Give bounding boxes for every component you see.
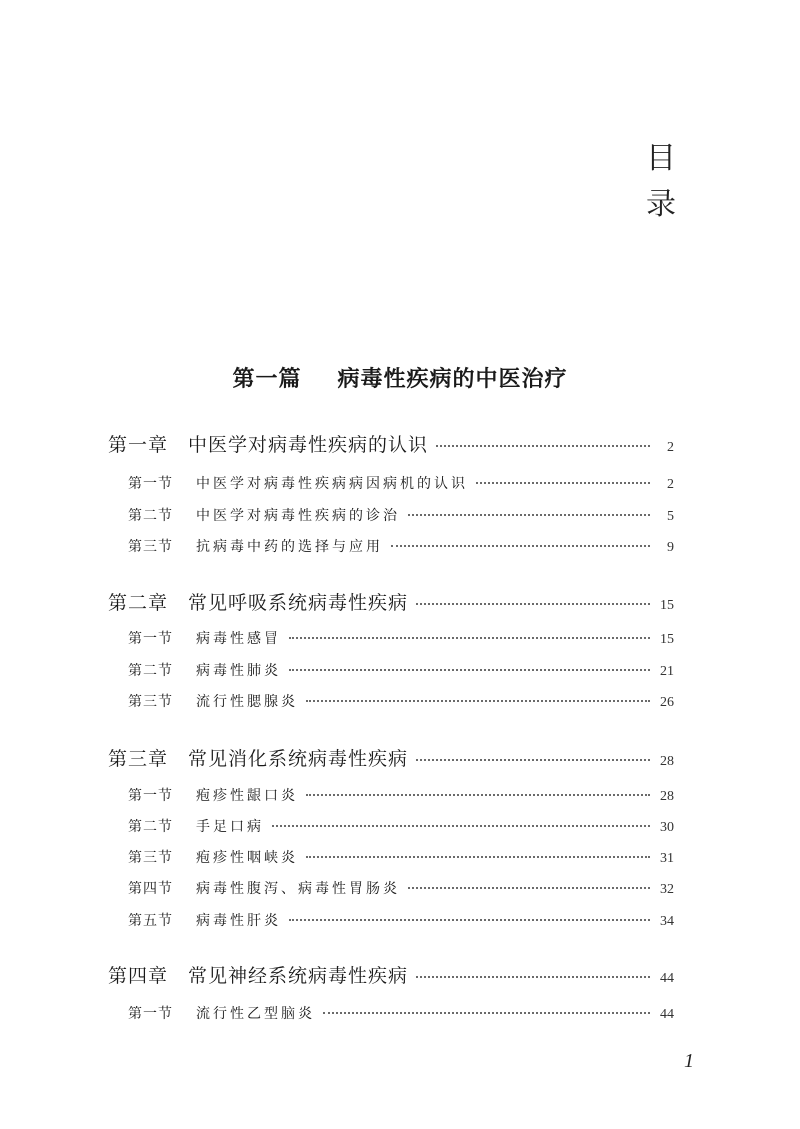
entry-title: 疱疹性龈口炎 (196, 788, 298, 804)
toc-entry-section[interactable] (128, 536, 674, 556)
toc-heading-char-1: 目 (646, 141, 676, 176)
toc-entry-section[interactable] (128, 628, 674, 648)
entry-page: 26 (660, 695, 674, 710)
entry-title: 疱疹性咽峡炎 (196, 850, 298, 866)
dot-leader (416, 759, 650, 761)
entry-page: 2 (667, 477, 674, 492)
entry-title: 流行性腮腺炎 (196, 694, 298, 710)
toc-entry-section[interactable] (128, 1003, 674, 1023)
entry-page: 15 (660, 598, 674, 613)
entry-page: 28 (660, 754, 674, 769)
entry-title: 中医学对病毒性疾病的认识 (188, 434, 429, 456)
entry-title: 病毒性肺炎 (196, 663, 281, 679)
entry-page: 2 (667, 440, 674, 455)
toc-entry-chapter[interactable] (108, 744, 674, 771)
dot-leader (436, 445, 650, 447)
entry-number: 第三章 (108, 748, 169, 770)
entry-title: 常见神经系统病毒性疾病 (188, 965, 409, 987)
entry-title: 抗病毒中药的选择与应用 (196, 539, 383, 555)
entry-title: 中医学对病毒性疾病病因病机的认识 (196, 476, 468, 492)
dot-leader (416, 976, 650, 978)
entry-number: 第一节 (128, 788, 173, 804)
dot-leader (391, 545, 650, 547)
entry-number: 第一节 (128, 1006, 173, 1022)
entry-title: 病毒性腹泻、病毒性胃肠炎 (196, 881, 400, 897)
toc-entry-chapter[interactable] (108, 430, 674, 457)
entry-page: 15 (660, 632, 674, 647)
dot-leader (272, 825, 650, 827)
entry-page: 32 (660, 882, 674, 897)
entry-number: 第二节 (128, 508, 173, 524)
dot-leader (289, 919, 650, 921)
entry-number: 第三节 (128, 539, 173, 555)
toc-entry-section[interactable] (128, 505, 674, 525)
entry-page: 21 (660, 664, 674, 679)
entry-title: 流行性乙型脑炎 (196, 1006, 315, 1022)
entry-title: 病毒性感冒 (196, 631, 281, 647)
page-number: 1 (684, 1050, 694, 1072)
entry-number: 第一节 (128, 631, 173, 647)
entry-page: 5 (667, 509, 674, 524)
entry-number: 第一章 (108, 434, 169, 456)
toc-entry-section[interactable] (128, 816, 674, 836)
entry-title: 病毒性肝炎 (196, 913, 281, 929)
entry-title: 常见呼吸系统病毒性疾病 (188, 592, 409, 614)
dot-leader (306, 856, 650, 858)
toc-entry-section[interactable] (128, 660, 674, 680)
entry-page: 31 (660, 851, 674, 866)
entry-page: 44 (660, 1007, 674, 1022)
entry-number: 第五节 (128, 913, 173, 929)
toc-entry-section[interactable] (128, 847, 674, 867)
entry-title: 手足口病 (196, 819, 264, 835)
dot-leader (476, 482, 650, 484)
dot-leader (323, 1012, 650, 1014)
entry-page: 28 (660, 789, 674, 804)
toc-entry-section[interactable] (128, 691, 674, 711)
toc-heading-char-2: 录 (646, 187, 676, 222)
dot-leader (289, 669, 650, 671)
entry-title: 中医学对病毒性疾病的诊治 (196, 508, 400, 524)
entry-page: 34 (660, 914, 674, 929)
dot-leader (408, 887, 650, 889)
toc-entry-chapter[interactable] (108, 961, 674, 988)
toc-entry-section[interactable] (128, 878, 674, 898)
entry-number: 第四节 (128, 881, 173, 897)
entry-number: 第二章 (108, 592, 169, 614)
entry-number: 第二节 (128, 819, 173, 835)
entry-title: 常见消化系统病毒性疾病 (188, 748, 409, 770)
entry-number: 第二节 (128, 663, 173, 679)
toc-entry-section[interactable] (128, 473, 674, 493)
dot-leader (306, 700, 650, 702)
dot-leader (408, 514, 650, 516)
entry-number: 第三节 (128, 850, 173, 866)
entry-number: 第一节 (128, 476, 173, 492)
entry-number: 第三节 (128, 694, 173, 710)
toc-entry-section[interactable] (128, 785, 674, 805)
dot-leader (416, 603, 650, 605)
entry-page: 44 (660, 971, 674, 986)
entry-number: 第四章 (108, 965, 169, 987)
part-title: 病毒性疾病的中医治疗 (337, 366, 568, 392)
entry-page: 9 (667, 540, 674, 555)
dot-leader (289, 637, 650, 639)
part-label: 第一篇 (232, 366, 302, 392)
toc-entry-chapter[interactable] (108, 588, 674, 615)
toc-entry-section[interactable] (128, 910, 674, 930)
entry-page: 30 (660, 820, 674, 835)
dot-leader (306, 794, 650, 796)
